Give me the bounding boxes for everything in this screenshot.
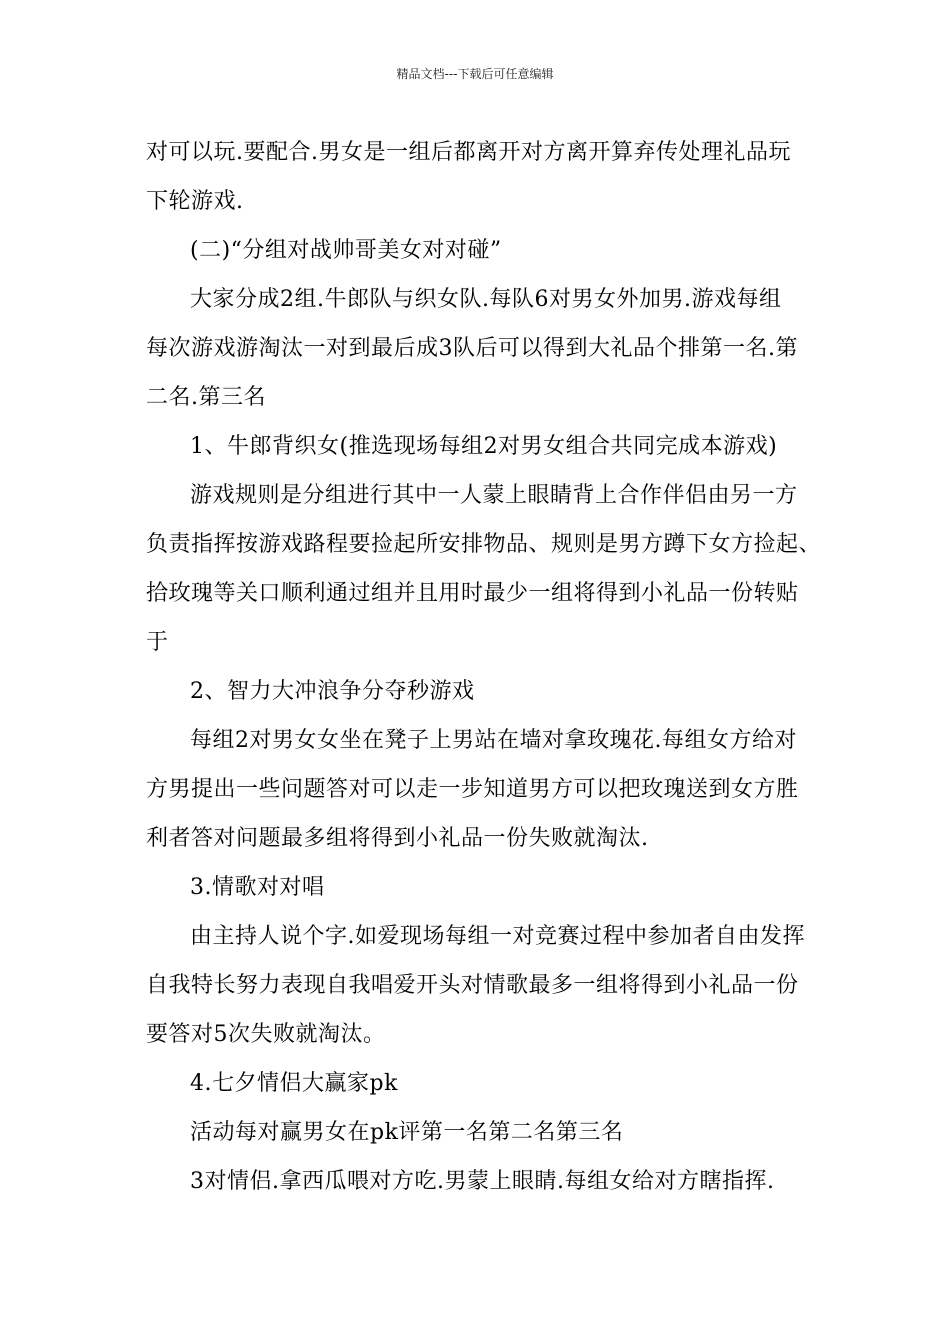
text-line: 二名.第三名 — [146, 385, 266, 410]
text-line: 活动每对赢男女在pk评第一名第二名第三名 — [190, 1120, 624, 1145]
text-line: 每组2对男女女坐在凳子上男站在墙对拿玫瑰花.每组女方给对 — [190, 728, 797, 753]
text-line: 于 — [146, 630, 169, 655]
text-line: 1、牛郎背织女(推选现场每组2对男女组合共同完成本游戏) — [190, 434, 778, 459]
text-line: 下轮游戏. — [146, 189, 244, 214]
text-line: 对可以玩.要配合.男女是一组后都离开对方离开算弃传处理礼品玩 — [146, 140, 791, 165]
text-line: 方男提出一些问题答对可以走一步知道男方可以把玫瑰送到女方胜 — [146, 777, 799, 802]
text-line: 2、智力大冲浪争分夺秒游戏 — [190, 679, 475, 704]
document-body — [146, 128, 846, 1206]
text-line: 4.七夕情侣大赢家pk — [190, 1071, 398, 1096]
text-line: 拾玫瑰等关口顺利通过组并且用时最少一组将得到小礼品一份转贴 — [146, 581, 799, 606]
text-line: 游戏规则是分组进行其中一人蒙上眼睛背上合作伴侣由另一方 — [190, 483, 798, 508]
text-line: 3对情侣.拿西瓜喂对方吃.男蒙上眼睛.每组女给对方瞎指挥. — [190, 1169, 775, 1194]
text-line: 每次游戏游淘汰一对到最后成3队后可以得到大礼品个排第一名.第 — [146, 336, 798, 361]
text-line: 利者答对问题最多组将得到小礼品一份失败就淘汰. — [146, 826, 649, 851]
text-line: 大家分成2组.牛郎队与织女队.每队6对男女外加男.游戏每组 — [190, 287, 782, 312]
text-line: 3.情歌对对唱 — [190, 875, 325, 900]
text-line: 自我特长努力表现自我唱爱开头对情歌最多一组将得到小礼品一份 — [146, 973, 799, 998]
text-line: 负责指挥按游戏路程要捡起所安排物品、规则是男方蹲下女方捡起、 — [146, 532, 822, 557]
text-line: 由主持人说个字.如爱现场每组一对竞赛过程中参加者自由发挥 — [190, 924, 805, 949]
text-line: 要答对5次失败就淘汰。 — [146, 1022, 386, 1047]
text-line: (二)“分组对战帅哥美女对对碰” — [190, 238, 502, 263]
page-header: 精品文档---下载后可任意编辑 — [396, 67, 554, 81]
